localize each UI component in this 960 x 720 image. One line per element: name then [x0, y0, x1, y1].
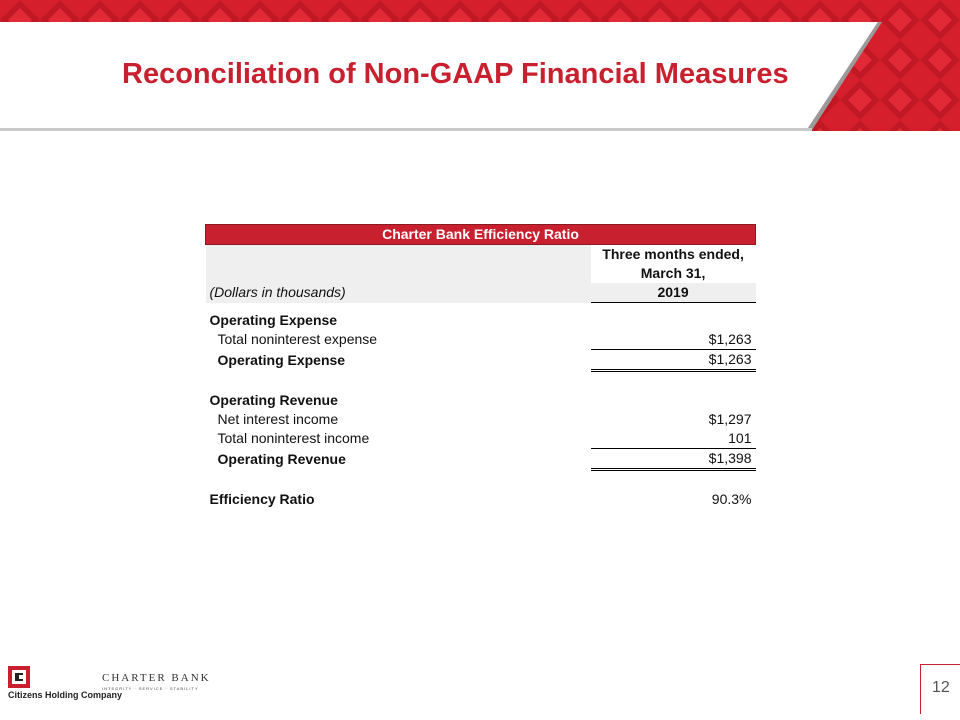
column-header-line-2: March 31, [640, 265, 706, 281]
row-label: Operating Expense [217, 351, 346, 368]
table-row [206, 410, 756, 429]
table-row [206, 350, 756, 371]
table-row [206, 490, 756, 509]
row-value: 101 [591, 429, 756, 449]
table-row [206, 391, 756, 410]
row-label: Total noninterest expense [217, 331, 378, 348]
row-label: Operating Revenue [209, 392, 338, 408]
row-value: $1,263 [591, 330, 756, 350]
row-value [591, 391, 756, 410]
charter-bank-logo: CHARTER BANK [102, 672, 211, 684]
row-label: Net interest income [217, 411, 339, 427]
table-row [206, 429, 756, 449]
row-value: $1,263 [591, 350, 756, 371]
row-label: Efficiency Ratio [209, 491, 315, 507]
row-value: $1,398 [591, 449, 756, 470]
table-row [206, 449, 756, 470]
charter-bank-tagline: INTEGRITY · SERVICE · STABILITY [102, 686, 199, 691]
row-label: Total noninterest income [217, 430, 370, 447]
column-header-line-1: Three months ended, [602, 246, 744, 262]
table-caption: Charter Bank Efficiency Ratio [206, 225, 756, 245]
table-row [206, 330, 756, 350]
units-label: (Dollars in thousands) [206, 283, 591, 303]
citizens-logo-icon [8, 666, 30, 688]
table-row [206, 311, 756, 330]
row-value: 90.3% [711, 491, 752, 507]
column-header-line-3: 2019 [591, 283, 756, 303]
row-label: Operating Expense [209, 312, 338, 328]
company-name: Citizens Holding Company [8, 690, 123, 700]
row-label: Operating Revenue [217, 450, 346, 467]
slide-title: Reconciliation of Non-GAAP Financial Measures [122, 58, 789, 90]
efficiency-ratio-table [205, 224, 756, 509]
row-value [591, 311, 756, 330]
page-number: 12 [920, 664, 960, 714]
row-value: $1,297 [708, 411, 752, 427]
